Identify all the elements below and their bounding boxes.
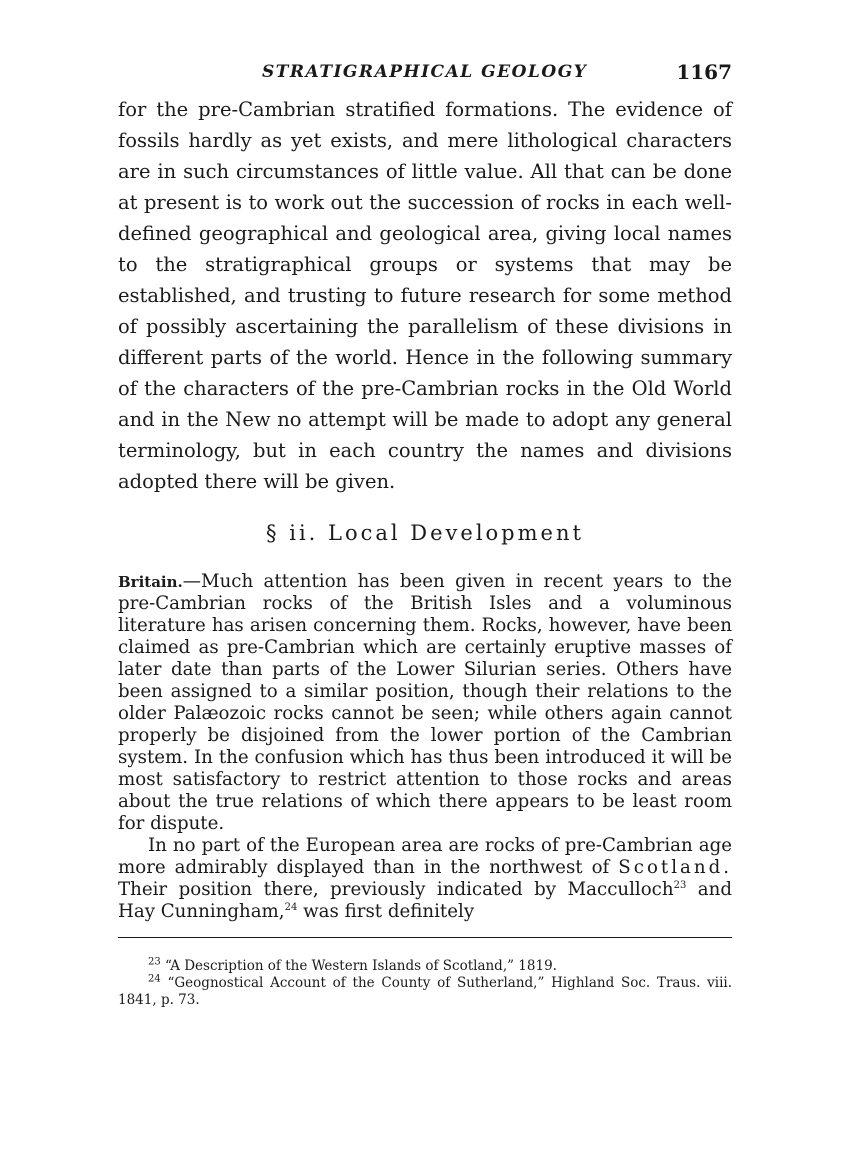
running-title: STRATIGRAPHICAL GEOLOGY [262,62,588,82]
lead-paragraph: for the pre-Cambrian stratified formations. The evidence of fossils hardly as yet exists, and mere lithological characters are in such circumstances of little value. All that can be done at present is to work out the succession of rocks in each well-defined geographical and geological area, giving local names to the stratigraphical groups or systems that may be established, and trusting to future research for some method of possibly ascertaining the parallelism of these divisions in different parts of the world. Hence in the following summary of the characters of the pre-Cambrian rocks in the Old World and in the New no attempt will be made to adopt any general terminology, but in each country the names and divisions adopted there will be given. [118,98,732,493]
scotland-place: Scotland. [618,857,732,878]
footnote-24 [118,975,732,1009]
scotland-text-a: In no part of the European area are rocks of pre-Cambrian age more admirably displayed than in the northwest of [118,835,732,878]
section-heading: § ii. Local Development [266,521,584,545]
scotland-text-d: was first definitely [297,901,475,922]
body-text [118,571,732,923]
footnote-number: 23 [148,956,161,968]
footnote-text: “Geognostical Account of the County of Sutherland,” Highland Soc. Traus. viii. 1841, p. 73. [118,975,732,1008]
footnote-ref-24[interactable]: 24 [284,901,298,913]
page-number: 1167 [676,60,732,84]
footnote-ref-23[interactable]: 23 [673,879,687,891]
scotland-text-b: Their position there, previously indicated by Macculloch [118,879,674,900]
scotland-paragraph [118,835,732,923]
scotland-text-c: and Hay Cunningham, [118,879,733,922]
book-page [118,62,732,1009]
running-head [118,62,732,94]
britain-runin-heading: Britain. [118,573,183,591]
footnote-number: 24 [148,973,161,985]
britain-paragraph [118,571,732,835]
footnote-text: “A Description of the Western Islands of Scotland,” 1819. [165,958,557,974]
footnote-23 [118,958,732,975]
lead-section [118,94,732,497]
britain-paragraph-text: —Much attention has been given in recent years to the pre-Cambrian rocks of the British Isles and a voluminous literature has arisen concerning them. Rocks, however, have been claimed as pre-Cambrian which are certainly eruptive masses of later date than parts of the Lower Silurian series. Others have been assigned to a similar position, though their relations to the older Palæozoic rocks cannot be seen; while others again cannot properly be disjoined from the lower portion of the Cambrian system. In the confusion which has thus been introduced it will be most satisfactory to restrict attention to those rocks and areas about the true relations of which there appears to be least room for dispute. [118,571,732,834]
footnote-divider [118,937,732,938]
footnotes [118,958,732,1009]
